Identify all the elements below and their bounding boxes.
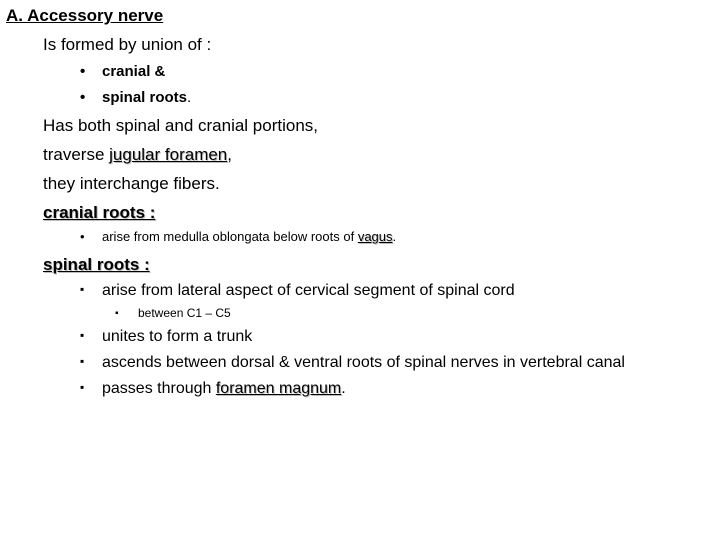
union-item-label: spinal roots bbox=[102, 89, 188, 106]
square-bullet-icon: ▪ bbox=[80, 282, 85, 296]
bullet-icon: • bbox=[80, 63, 86, 80]
square-bullet-icon: ▪ bbox=[115, 308, 119, 319]
spinal-item-text: passes through bbox=[102, 380, 216, 397]
punctuation: . bbox=[392, 229, 397, 244]
portions-text: Has both spinal and cranial portions, bbox=[43, 116, 318, 135]
punctuation: . bbox=[341, 380, 346, 397]
spinal-item-text: ascends between dorsal & ventral roots of spinal nerves in vertebral canal bbox=[102, 354, 625, 371]
spinal-item-passes bbox=[80, 380, 346, 398]
punctuation: , bbox=[227, 145, 232, 164]
square-bullet-icon: ▪ bbox=[80, 354, 85, 368]
traverse-text bbox=[43, 145, 232, 165]
cranial-roots-heading: cranial roots : bbox=[43, 203, 156, 222]
traverse-prefix: traverse bbox=[43, 145, 110, 164]
union-item-cranial bbox=[80, 63, 165, 80]
bullet-icon: • bbox=[80, 229, 85, 244]
vagus-term: vagus bbox=[357, 229, 393, 244]
spinal-subitem-segments bbox=[115, 306, 231, 320]
spinal-subitem-text: between C1 – C5 bbox=[138, 306, 231, 320]
union-item-spinal bbox=[80, 89, 191, 106]
square-bullet-icon: ▪ bbox=[80, 328, 85, 342]
bullet-icon: • bbox=[80, 89, 86, 106]
foramen-magnum-term: foramen magnum bbox=[215, 380, 342, 397]
union-item-label: cranial & bbox=[102, 63, 166, 80]
punctuation: . bbox=[187, 89, 192, 106]
interchange-text: they interchange fibers. bbox=[43, 174, 220, 193]
cranial-roots-item bbox=[80, 229, 396, 244]
square-bullet-icon: ▪ bbox=[80, 380, 85, 394]
spinal-roots-heading: spinal roots : bbox=[43, 255, 150, 274]
spinal-item-ascends bbox=[80, 354, 625, 372]
spinal-item-text: unites to form a trunk bbox=[102, 328, 253, 345]
jugular-foramen-term: jugular foramen bbox=[109, 145, 228, 164]
cranial-item-text: arise from medulla oblongata below roots of bbox=[102, 229, 358, 244]
spinal-item-text: arise from lateral aspect of cervical segment of spinal cord bbox=[102, 282, 515, 299]
intro-text: Is formed by union of : bbox=[43, 35, 212, 54]
slide-title: A. Accessory nerve bbox=[6, 6, 164, 25]
spinal-item-trunk bbox=[80, 328, 252, 346]
spinal-item-lateral-aspect bbox=[80, 282, 515, 300]
